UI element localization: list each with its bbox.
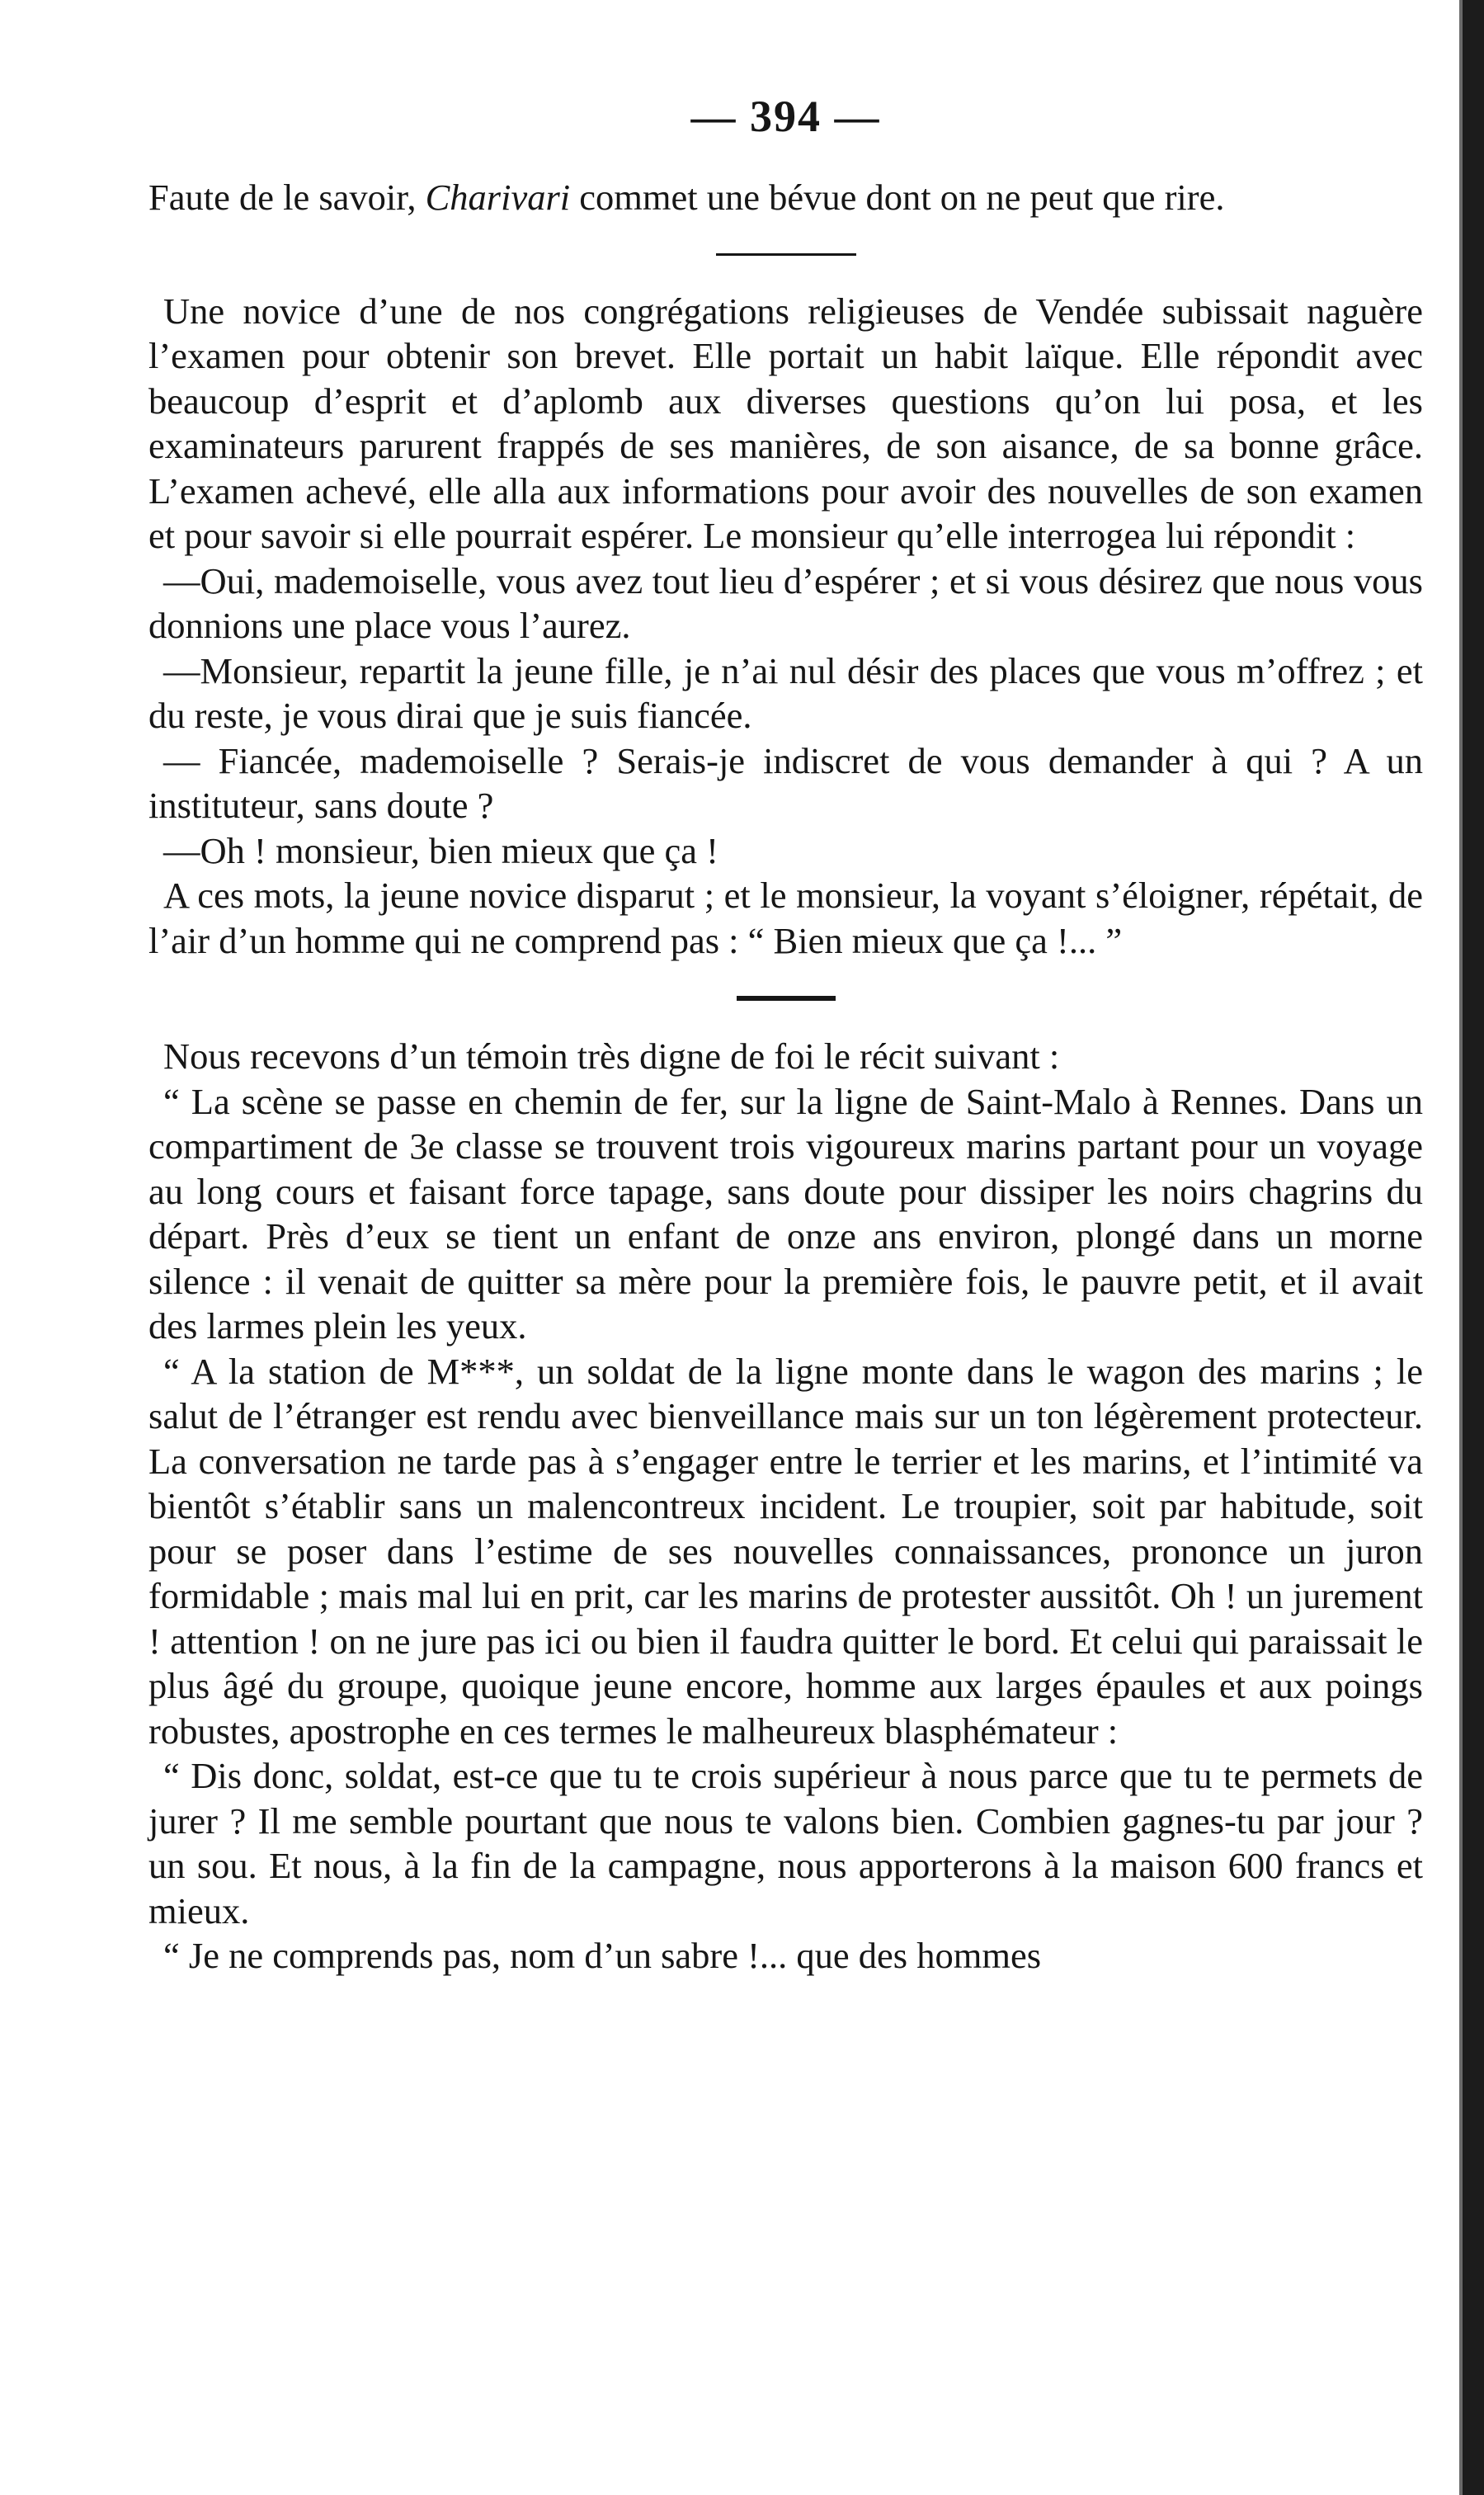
section-divider bbox=[716, 253, 856, 256]
opening-text-end: commet une bévue dont on ne peut que rire. bbox=[570, 177, 1225, 218]
train-scene-paragraph: “ La scène se passe en chemin de fer, sur la ligne de Saint-Malo à Rennes. Dans un compartiment de 3e classe se trouvent trois vigoureux marins partant pour un voyage au long cours et faisant force tapage, sans doute pour dissiper les noirs chagrins du départ. Près d’eux se tient un enfant de onze ans environ, plongé dans un morne silence : il venait de quitter sa mère pour la première fois, le pauvre petit, et il avait des larmes plein les yeux. bbox=[148, 1080, 1423, 1347]
book-page bbox=[148, 91, 1423, 1979]
page-number: — 394 — bbox=[690, 92, 881, 141]
charivari-title: Charivari bbox=[425, 177, 571, 218]
continued-speech-paragraph: “ Je ne comprends pas, nom d’un sabre !... que des hommes bbox=[163, 1935, 1042, 1976]
section-divider bbox=[737, 996, 836, 1001]
dialogue-line: —Oui, mademoiselle, vous avez tout lieu d’espérer ; et si vous désirez que nous vous donnions une place vous l’aurez. bbox=[148, 559, 1423, 646]
closing-paragraph: A ces mots, la jeune novice disparut ; et le monsieur, la voyant s’éloigner, répétait, de l’air d’un homme qui ne comprend pas : “ Bien mieux que ça !... ” bbox=[148, 875, 1423, 961]
opening-text-start: Faute de le savoir, bbox=[148, 177, 426, 218]
sailor-speech-paragraph: “ Dis donc, soldat, est-ce que tu te crois supérieur à nous parce que tu te permets de jurer ? Il me semble pourtant que nous te valons bien. Combien gagnes-tu par jour ? un sou. Et nous, à la fin de la campagne, nous apporterons à la maison 600 francs et mieux. bbox=[148, 1755, 1423, 1931]
dialogue-line: —Oh ! monsieur, bien mieux que ça ! bbox=[163, 829, 718, 871]
soldier-paragraph: “ A la station de M***, un soldat de la ligne monte dans le wagon des marins ; le salut de l’étranger est rendu avec bienveillance mais sur un ton légèrement protecteur. La conversation ne tarde pas à s’engager entre le terrier et les marins, et l’intimité va bientôt s’établir sans un malencontreux incident. Le troupier, soit par habitude, soit pour se poser dans l’estime de ses nouvelles connaissances, prononce un juron formidable ; mais mal lui en prit, car les marins de protester aussitôt. Oh ! un jurement ! attention ! on ne jure pas ici ou bien il faudra quitter le bord. Et celui qui paraissait le plus âgé du groupe, quoique jeune encore, homme aux larges épaules et aux poings robustes, apostrophe en ces termes le malheureux blasphémateur : bbox=[148, 1350, 1423, 1752]
scan-edge bbox=[1463, 0, 1484, 2495]
dialogue-line: — Fiancée, mademoiselle ? Serais-je indiscret de vous demander à qui ? A un instituteur, sans doute ? bbox=[148, 739, 1423, 826]
novice-paragraph: Une novice d’une de nos congrégations religieuses de Vendée subissait naguère l’examen pour obtenir son brevet. Elle portait un habit laïque. Elle répondit avec beaucoup d’esprit et d’aplomb aux diverses questions qu’on lui posa, et les examinateurs parurent frappés de ses manières, de son aisance, de sa bonne grâce. L’examen achevé, elle alla aux informations pour avoir des nouvelles de son examen et pour savoir si elle pourrait espérer. Le monsieur qu’elle interrogea lui répondit : bbox=[148, 290, 1423, 556]
intro-paragraph: Nous recevons d’un témoin très digne de foi le récit suivant : bbox=[163, 1035, 1060, 1077]
dialogue-line: —Monsieur, repartit la jeune fille, je n’ai nul désir des places que vous m’offrez ; et du reste, je vous dirai que je suis fiancée. bbox=[148, 649, 1423, 736]
opening-paragraph bbox=[148, 175, 1423, 220]
